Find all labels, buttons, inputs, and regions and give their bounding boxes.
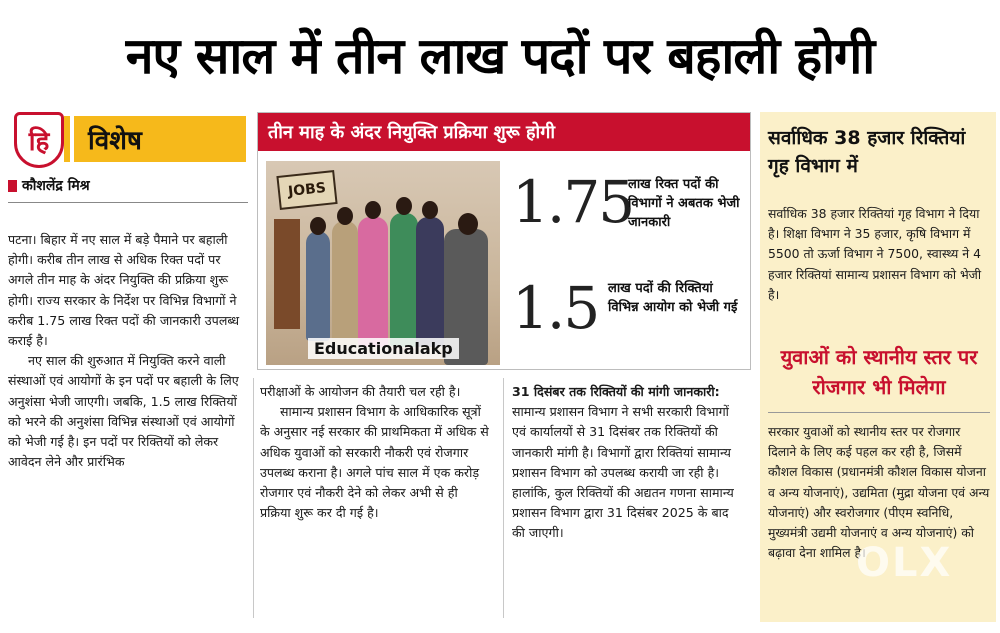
column-divider xyxy=(253,378,254,618)
square-bullet-icon xyxy=(8,180,17,192)
stat-description-1: लाख रिक्त पदों की विभागों ने अबतक भेजी जानकारी xyxy=(628,177,740,230)
sidebar-heading-1: सर्वाधिक 38 हजार रिक्तियां गृह विभाग में xyxy=(768,127,966,177)
divider xyxy=(8,202,248,203)
middle-paragraph-3 xyxy=(512,382,744,544)
person-figure xyxy=(332,221,358,345)
middle-article-text-2 xyxy=(512,382,744,544)
byline xyxy=(8,176,90,195)
left-column xyxy=(8,108,250,628)
left-paragraph-2: नए साल की शुरुआत में नियुक्ति करने वाली संस्थाओं एवं आयोगों के इन पदों पर बहाली के लिए अनुशंसा भेजी जाएगी। जबकि, 1.5 लाख रिक्तियों को भरने की अनुशंसा विभिन्न संस्थाओं एवं आयोगों को भेजी गई है। इन पदों पर रिक्तियों को लेकर आवेदन लेने और प्रारंभिक xyxy=(8,353,239,470)
section-tag: विशेष xyxy=(74,116,246,162)
byline-author: कौशलेंद्र मिश्र xyxy=(22,178,90,194)
sidebar-paragraph-2: सरकार युवाओं को स्थानीय स्तर पर रोजगार दिलाने के लिए कई पहल कर रही है, जिसमें कौशल विकास (प्रधानमंत्री कौशल विकास योजना व अन्य योजनाएं), उद्यमिता (मुद्रा योजना एवं अन्य योजनाएं) और स्वरोजगार (पीएम स्वनिधि, मुख्यमंत्री उद्यमी योजनाएं व अन्य योजनाएं) को बढ़ावा देना शामिल है। xyxy=(768,424,990,561)
stat-number-1: 1.75 xyxy=(512,168,634,236)
highlight-box-header: तीन माह के अंदर नियुक्ति प्रक्रिया शुरू होगी xyxy=(258,113,750,151)
subheading-body: सामान्य प्रशासन विभाग ने सभी सरकारी विभागों एवं कार्यालयों से 31 दिसंबर तक रिक्तियों की जानकारी मांगी है। विभागों द्वारा रिक्तियां सामान्य प्रशासन विभाग को उपलब्ध करायी जा रही है। हालांकि, कुल रिक्तियों की अद्यतन गणना सामान्य प्रशासन विभाग द्वारा 31 दिसंबर 2025 के बाद की जाएगी। xyxy=(512,404,734,541)
person-head xyxy=(458,213,478,235)
person-figure xyxy=(416,217,444,347)
sidebar-paragraph-1: सर्वाधिक 38 हजार रिक्तियां गृह विभाग ने दिया है। शिक्षा विभाग ने 35 हजार, कृषि विभाग में 5500 तो ऊर्जा विभाग ने 7500, स्वास्थ्य ने 4 हजार रिक्तियां सामान्य प्रशासन विभाग को भेजी है। xyxy=(768,206,982,302)
newspaper-logo-icon: हि xyxy=(14,112,64,168)
person-head xyxy=(337,207,353,225)
subheading: 31 दिसंबर तक रिक्तियों की मांगी जानकारी: xyxy=(512,384,720,399)
person-head xyxy=(310,217,326,235)
jobs-sign: JOBS xyxy=(276,170,337,210)
photo-watermark: Educationalakp xyxy=(308,338,459,359)
headline: नए साल में तीन लाख पदों पर बहाली होगी xyxy=(125,27,875,85)
door-shape xyxy=(274,219,300,329)
left-paragraph-1: पटना। बिहार में नए साल में बड़े पैमाने पर बहाली होगी। करीब तीन लाख से अधिक रिक्त पदों पर अगले तीन माह के अंदर नियुक्ति की प्रक्रिया शुरू होगी। राज्य सरकार के निर्देश पर विभिन्न विभागों ने करीब 1.75 लाख रिक्त पदों की जानकारी उपलब्ध कराई है। xyxy=(8,232,240,349)
stat-number-2: 1.5 xyxy=(512,274,599,342)
divider xyxy=(768,412,990,413)
stat-description-2: लाख पदों की रिक्तियां विभिन्न आयोग को भेजी गई xyxy=(608,281,738,315)
middle-article-text-1 xyxy=(260,382,492,523)
person-figure xyxy=(358,217,388,347)
middle-paragraph-1: परीक्षाओं के आयोजन की तैयारी चल रही है। xyxy=(260,384,461,399)
job-seekers-photo xyxy=(266,161,500,365)
person-head xyxy=(365,201,381,219)
sidebar-heading-2: युवाओं को स्थानीय स्तर पर रोजगार भी मिलेगा xyxy=(780,345,978,399)
left-article-text xyxy=(8,230,246,472)
person-figure xyxy=(306,231,330,341)
person-figure xyxy=(390,213,418,347)
highlight-box xyxy=(257,112,751,370)
person-head xyxy=(396,197,412,215)
column-divider xyxy=(503,378,504,618)
olx-watermark: OLX xyxy=(856,540,953,586)
middle-paragraph-2: सामान्य प्रशासन विभाग के आधिकारिक सूत्रों के अनुसार नई सरकार की प्राथमिकता में अधिक से अधिक युवाओं को सरकारी नौकरी एवं रोजगार उपलब्ध कराना है। अगले पांच साल में एक करोड़ रोजगार एवं नौकरी देने को लेकर अभी से ही प्रक्रिया शुरू कर दी गई है। xyxy=(260,404,489,521)
person-head xyxy=(422,201,438,219)
